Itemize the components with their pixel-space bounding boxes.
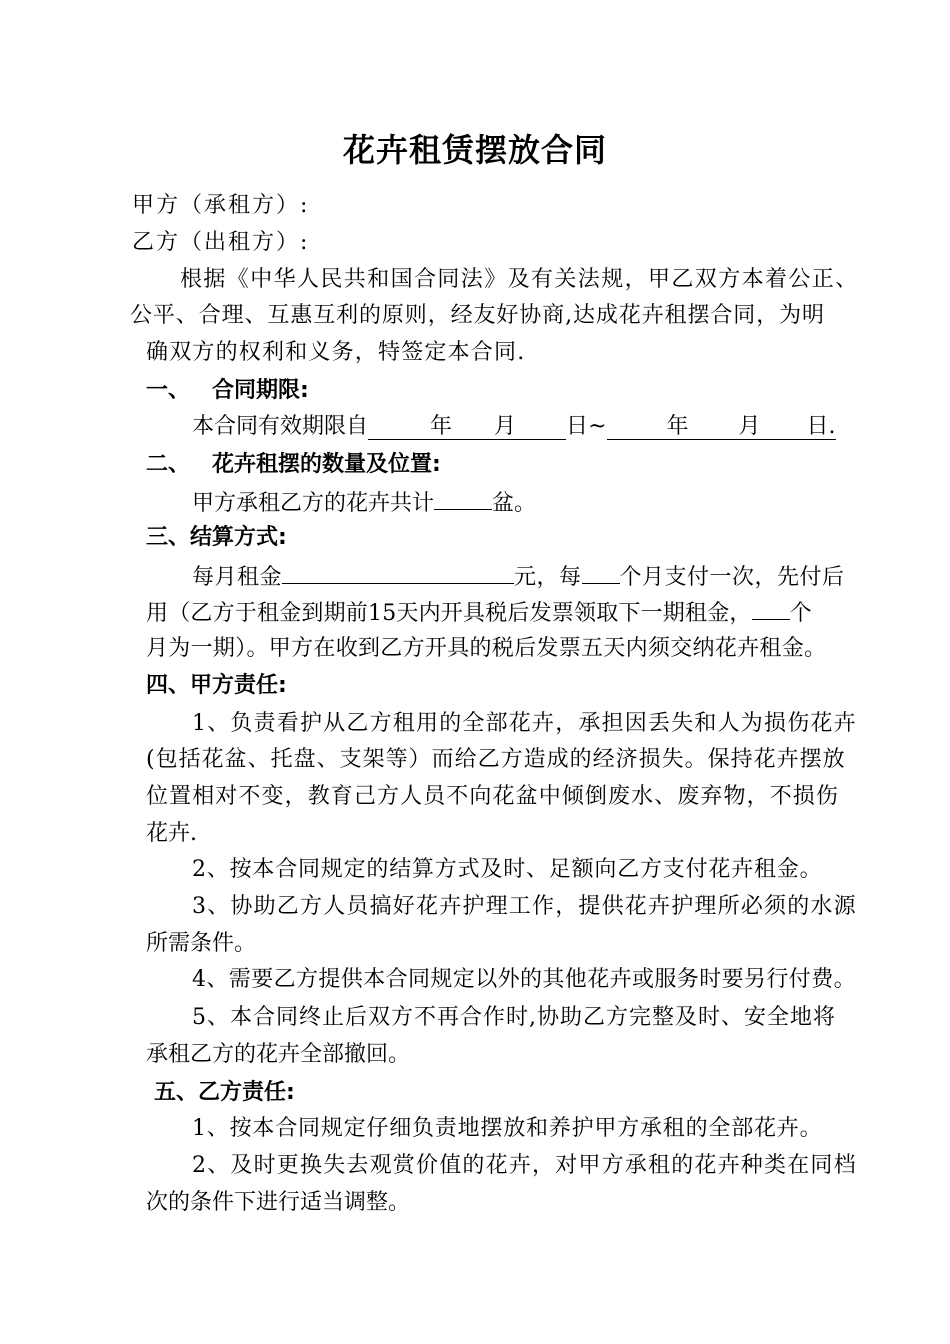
section-3-heading: 三、结算方式: [146,525,287,550]
quantity-unit: 盆。 [492,491,537,516]
payment-text-3: 用（乙方于租金到期前15天内开具税后发票领取下一期租金， [146,601,752,626]
payment-interval-blank[interactable] [582,561,620,584]
preamble-line-3: 确双方的权利和义务，特签定本合同. [146,340,526,365]
party-b-duty-1: 1、按本合同规定仔细负责地摆放和养护甲方承租的全部花卉。 [192,1116,823,1141]
term-line [192,413,836,441]
payment-text-4: 个 [789,601,812,626]
payment-text-1: 元，每 [514,565,582,590]
end-date-field[interactable] [607,415,836,440]
end-month-label: 月 [738,414,761,439]
payment-line-3: 月为一期）。甲方在收到乙方开具的税后发票五天内须交纳花卉租金。 [146,636,827,661]
section-2-number: 二、 [146,452,191,477]
party-a-duty-1-line-1: 1、负责看护从乙方租用的全部花卉，承担因丢失和人为损伤花卉 [192,711,857,736]
term-prefix: 本合同有效期限自 [192,414,369,439]
monthly-rent-label: 每月租金 [192,565,283,590]
party-a-duty-5-line-2: 承租乙方的花卉全部撤回。 [146,1042,411,1067]
date-range-tilde: ~ [588,414,607,439]
quantity-text: 甲方承租乙方的花卉共计 [192,491,435,516]
party-a-duty-5-line-1: 5、本合同终止后双方不再合作时,协助乙方完整及时、安全地将 [192,1005,836,1030]
party-a-duty-1-line-3: 位置相对不变，教育己方人员不向花盆中倾倒废水、废弃物，不损伤 [146,784,840,809]
start-year-label: 年 [430,414,453,439]
party-a-duty-2: 2、按本合同规定的结算方式及时、足额向乙方支付花卉租金。 [192,857,823,882]
party-a-duty-3-line-2: 所需条件。 [146,931,257,956]
preamble-line-1: 根据《中华人民共和国合同法》及有关法规，甲乙双方本着公正、 [180,267,859,292]
party-a-duty-3-line-1: 3、协助乙方人员搞好花卉护理工作，提供花卉护理所必须的水源 [192,894,857,919]
section-5-heading: 五、乙方责任: [154,1080,295,1105]
preamble-line-2: 公平、合理、互惠互利的原则，经友好协商,达成花卉租摆合同，为明 [130,303,825,328]
quantity-blank[interactable] [434,487,492,510]
party-b-duty-2-line-1: 2、及时更换失去观赏价值的花卉，对甲方承租的花卉种类在同档 [192,1153,857,1178]
party-b-duty-2-line-2: 次的条件下进行适当调整。 [146,1190,411,1215]
payment-line-2 [146,597,812,628]
party-a-duty-1-line-4: 花卉. [146,821,197,846]
payment-line-1 [192,561,845,592]
section-4-heading: 四、甲方责任: [146,673,287,698]
section-1-number: 一、 [146,378,191,403]
party-b-label: 乙方（出租方）: [132,230,310,255]
end-day-label: 日. [806,414,836,439]
payment-text-2: 个月支付一次，先付后 [619,565,845,590]
end-year-label: 年 [666,414,689,439]
document-title: 花卉租赁摆放合同 [342,131,607,169]
monthly-rent-blank[interactable] [282,561,514,584]
start-month-label: 月 [494,414,517,439]
start-date-field[interactable] [368,415,566,440]
party-a-label: 甲方（承租方）: [132,193,310,218]
section-1-heading: 合同期限: [212,378,309,403]
start-day-label: 日 [566,414,589,439]
party-a-duty-1-line-2: (包括花盆、托盘、支架等）而给乙方造成的经济损失。保持花卉摆放 [146,747,846,772]
section-2-heading: 花卉租摆的数量及位置: [212,452,441,477]
party-a-duty-4: 4、需要乙方提供本合同规定以外的其他花卉或服务时要另行付费。 [192,967,856,992]
quantity-line [192,487,536,518]
period-months-blank[interactable] [752,597,790,620]
